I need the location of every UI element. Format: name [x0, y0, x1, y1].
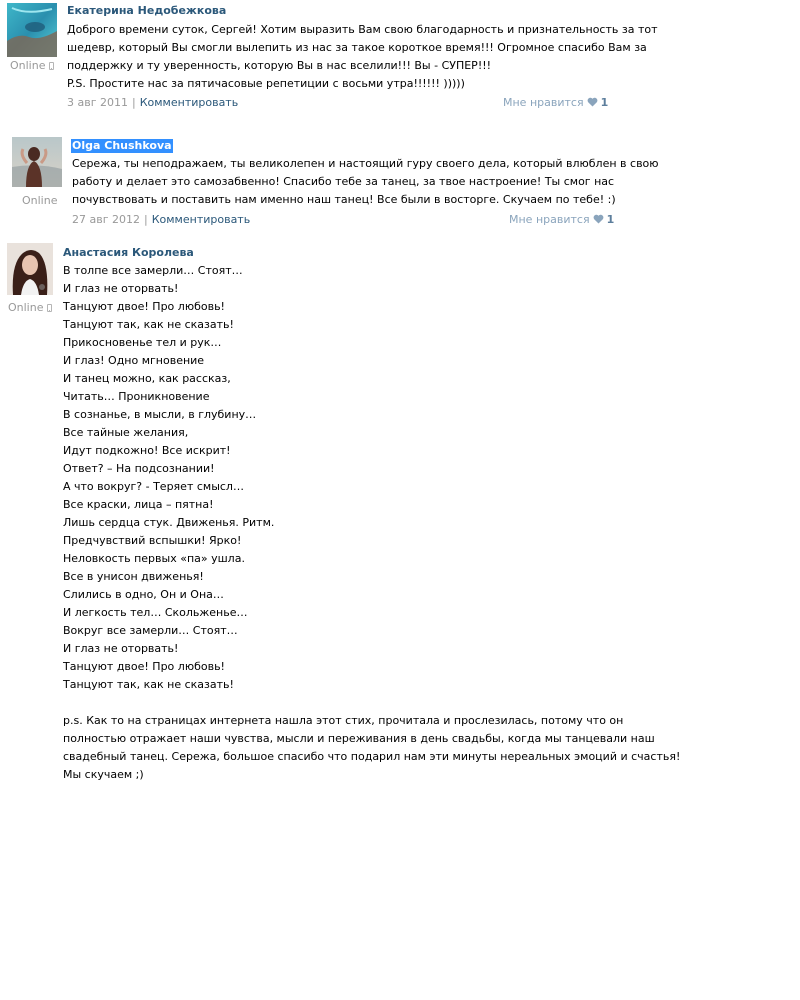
poem-line: Танцуют двое! Про любовь! [63, 660, 225, 673]
poem-line: Танцуют так, как не сказать! [63, 678, 234, 691]
poem-line: Все в унисон движенья! [63, 570, 204, 583]
like-label: Мне нравится [503, 96, 584, 109]
poem-line: Предчувствий вспышки! Ярко! [63, 534, 242, 547]
comment-text-line: Сережа, ты неподражаем, ты великолепен и настоящий гуру своего дела, который влюблен в свою [72, 157, 659, 170]
separator: | [132, 96, 136, 109]
separator: | [144, 213, 148, 226]
poem-line: В толпе все замерли… Стоят… [63, 264, 243, 277]
avatar[interactable] [7, 243, 53, 295]
comment-text-line: почувствовать и поставить нам именно наш танец! Все были в восторге. Скучаем по тебе! :) [72, 193, 616, 206]
comment-text-line: поддержку и ту уверенность, которую Вы в нас вселили!!! Вы - СУПЕР!!! [67, 59, 492, 72]
poem-line: Идут подкожно! Все искрит! [63, 444, 231, 457]
poem-line: Лишь сердца стук. Движенья. Ритм. [63, 516, 275, 529]
comment-text-line: шедевр, который Вы смогли вылепить из нас за такое короткое время!!! Огромное спасибо Вам за [67, 41, 647, 54]
postscript-line: свадебный танец. Сережа, большое спасибо что подарил нам эти минуты нереальных эмоций и счастья! [63, 750, 681, 763]
author-name[interactable]: Olga Chushkova [72, 139, 172, 152]
comment-text [72, 155, 659, 209]
online-status: Online [8, 301, 52, 314]
comment-text-line: P.S. Простите нас за пятичасовые репетиции с восьми утра!!!!!! ))))) [67, 77, 465, 90]
poem-line: Вокруг все замерли… Стоят… [63, 624, 238, 637]
poem-line: И глаз! Одно мгновение [63, 354, 205, 367]
like-button[interactable] [503, 96, 608, 109]
like-count: 1 [606, 213, 615, 226]
poem-line: Прикосновенье тел и рук… [63, 336, 222, 349]
poem-line: А что вокруг? - Теряет смысл… [63, 480, 244, 493]
poem-line: Читать… Проникновение [63, 390, 210, 403]
comment-date[interactable]: 27 авг 2012 [72, 213, 140, 226]
comment-text-line: Доброго времени суток, Сергей! Хотим выразить Вам свою благодарность и признательность за тот [67, 23, 658, 36]
like-label: Мне нравится [509, 213, 590, 226]
poem-line: Танцуют так, как не сказать! [63, 318, 234, 331]
avatar-photo [12, 137, 62, 187]
postscript-line: полностью отражает наши чувства, мысли и переживания в день свадьбы, когда мы танцевали наш [63, 732, 655, 745]
author-name[interactable]: Анастасия Королева [63, 246, 194, 259]
like-count: 1 [600, 96, 609, 109]
poem-line: Танцуют двое! Про любовь! [63, 300, 225, 313]
avatar-photo [7, 3, 57, 57]
online-status: Online [10, 59, 54, 72]
postscript-line: p.s. Как то на страницах интернета нашла этот стих, прочитала и прослезилась, потому что он [63, 714, 624, 727]
poem [63, 262, 274, 694]
poem-line: Ответ? – На подсознании! [63, 462, 215, 475]
author-name[interactable]: Екатерина Недобежкова [67, 4, 227, 17]
comment-meta [72, 213, 250, 226]
poem-line: И танец можно, как рассказ, [63, 372, 231, 385]
poem-line: И глаз не оторвать! [63, 282, 179, 295]
mobile-phone-icon [49, 62, 54, 70]
online-status: Online [22, 194, 58, 207]
like-button[interactable] [509, 213, 614, 226]
avatar-photo [7, 243, 53, 295]
comment-link[interactable]: Комментировать [151, 213, 251, 226]
postscript-line: Мы скучаем ;) [63, 768, 144, 781]
comment-link[interactable]: Комментировать [139, 96, 239, 109]
postscript [63, 712, 680, 784]
comment-text-line: работу и делает это самозабвенно! Спасибо тебе за танец, за твое настроение! Ты смог нас [72, 175, 615, 188]
heart-icon [587, 97, 598, 107]
poem-line: Все краски, лица – пятна! [63, 498, 214, 511]
comment-meta [67, 96, 238, 109]
poem-line: Слились в одно, Он и Она… [63, 588, 224, 601]
poem-line: И глаз не оторвать! [63, 642, 179, 655]
heart-icon [593, 214, 604, 224]
poem-line: В сознанье, в мысли, в глубину… [63, 408, 257, 421]
mobile-phone-icon [47, 304, 52, 312]
comment-date[interactable]: 3 авг 2011 [67, 96, 128, 109]
poem-line: Все тайные желания, [63, 426, 189, 439]
poem-line: И легкость тел… Скольженье… [63, 606, 248, 619]
poem-line: Неловкость первых «па» ушла. [63, 552, 245, 565]
avatar[interactable] [7, 3, 57, 57]
comment-text [67, 21, 658, 93]
avatar[interactable] [12, 137, 62, 187]
